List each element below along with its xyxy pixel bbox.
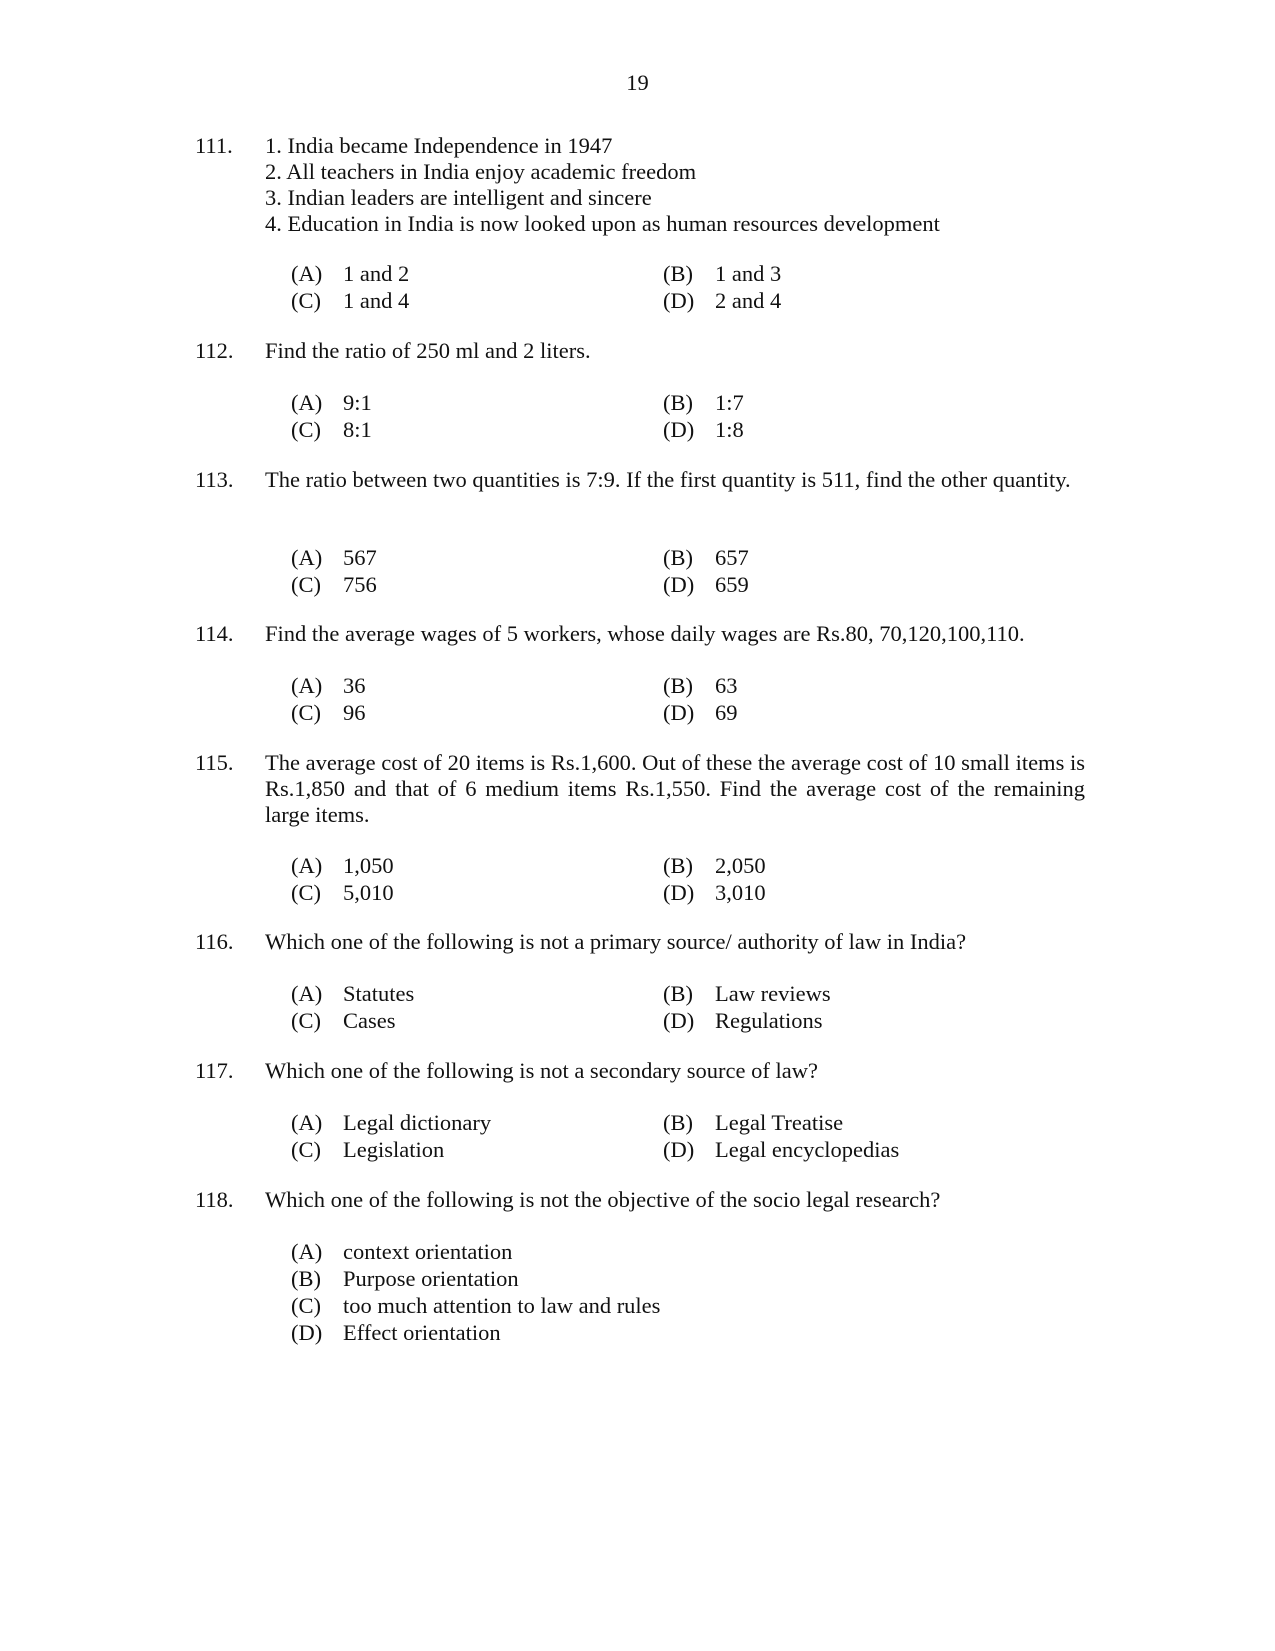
- option-d[interactable]: (D) 3,010: [663, 880, 766, 905]
- options: [291, 545, 1085, 599]
- question-number: 114.: [195, 621, 234, 646]
- options: [291, 853, 1085, 907]
- statement-3: 3. Indian leaders are intelligent and sincere: [265, 185, 652, 210]
- option-b[interactable]: (B) Legal Treatise: [663, 1110, 844, 1135]
- question-number: 118.: [195, 1187, 234, 1212]
- option-b[interactable]: (B) 63: [663, 673, 738, 698]
- option-d[interactable]: (D) Effect orientation: [291, 1320, 501, 1345]
- option-b[interactable]: (B) Law reviews: [663, 981, 831, 1006]
- option-a[interactable]: (A) 9:1: [291, 390, 372, 415]
- question-text: Which one of the following is not a primary source/ authority of law in India?: [265, 929, 967, 954]
- options: [291, 673, 1085, 727]
- question-number: 117.: [195, 1058, 234, 1083]
- option-a[interactable]: (A) 1,050: [291, 853, 394, 878]
- statement-4: 4. Education in India is now looked upon as human resources development: [265, 211, 940, 236]
- option-b[interactable]: (B) 657: [663, 545, 749, 570]
- option-a[interactable]: (A) Statutes: [291, 981, 415, 1006]
- options: [291, 261, 1085, 315]
- statement-2: 2. All teachers in India enjoy academic freedom: [265, 159, 697, 184]
- question-statements: [265, 133, 1085, 237]
- question-number: 112.: [195, 338, 234, 363]
- question-number: 113.: [195, 467, 234, 492]
- option-d[interactable]: (D) 659: [663, 572, 749, 597]
- option-b[interactable]: (B) 1 and 3: [663, 261, 782, 286]
- question-text: Find the ratio of 250 ml and 2 liters.: [265, 338, 591, 363]
- option-d[interactable]: (D) Legal encyclopedias: [663, 1137, 900, 1162]
- question-number: 116.: [195, 929, 234, 954]
- option-c[interactable]: (C) 96: [291, 700, 366, 725]
- page-number: 19: [626, 70, 649, 95]
- option-b[interactable]: (B) 2,050: [663, 853, 766, 878]
- option-c[interactable]: (C) 8:1: [291, 417, 372, 442]
- option-b[interactable]: (B) 1:7: [663, 390, 744, 415]
- option-c[interactable]: (C) Cases: [291, 1008, 396, 1033]
- option-c[interactable]: (C) 756: [291, 572, 377, 597]
- option-a[interactable]: (A) 1 and 2: [291, 261, 410, 286]
- option-d[interactable]: (D) 1:8: [663, 417, 744, 442]
- option-d[interactable]: (D) 2 and 4: [663, 288, 782, 313]
- option-a[interactable]: (A) 36: [291, 673, 366, 698]
- question-text: The average cost of 20 items is Rs.1,600. Out of these the average cost of 10 small items is Rs.1,850 and that of 6 medium items Rs.1,550. Find the average cost of the remaining large items.: [265, 750, 1085, 827]
- option-a[interactable]: (A) Legal dictionary: [291, 1110, 492, 1135]
- option-c[interactable]: (C) 1 and 4: [291, 288, 410, 313]
- question-text: Which one of the following is not a secondary source of law?: [265, 1058, 818, 1083]
- question-number: 111.: [195, 133, 233, 158]
- question-number: 115.: [195, 750, 234, 775]
- option-a[interactable]: (A) 567: [291, 545, 377, 570]
- option-d[interactable]: (D) Regulations: [663, 1008, 823, 1033]
- options: [291, 981, 1085, 1035]
- options: [291, 390, 1085, 444]
- options: [291, 1110, 1085, 1164]
- statement-1: 1. India became Independence in 1947: [265, 133, 613, 158]
- option-d[interactable]: (D) 69: [663, 700, 738, 725]
- question-text: Find the average wages of 5 workers, whose daily wages are Rs.80, 70,120,100,110.: [265, 621, 1025, 646]
- option-c[interactable]: (C) Legislation: [291, 1137, 445, 1162]
- option-b[interactable]: (B) Purpose orientation: [291, 1266, 519, 1291]
- option-a[interactable]: (A) context orientation: [291, 1239, 513, 1264]
- question-text: The ratio between two quantities is 7:9. If the first quantity is 511, find the other quantity.: [265, 467, 1071, 492]
- option-c[interactable]: (C) 5,010: [291, 880, 394, 905]
- question-text: Which one of the following is not the objective of the socio legal research?: [265, 1187, 941, 1212]
- options: [291, 1239, 1085, 1347]
- option-c[interactable]: (C) too much attention to law and rules: [291, 1293, 661, 1318]
